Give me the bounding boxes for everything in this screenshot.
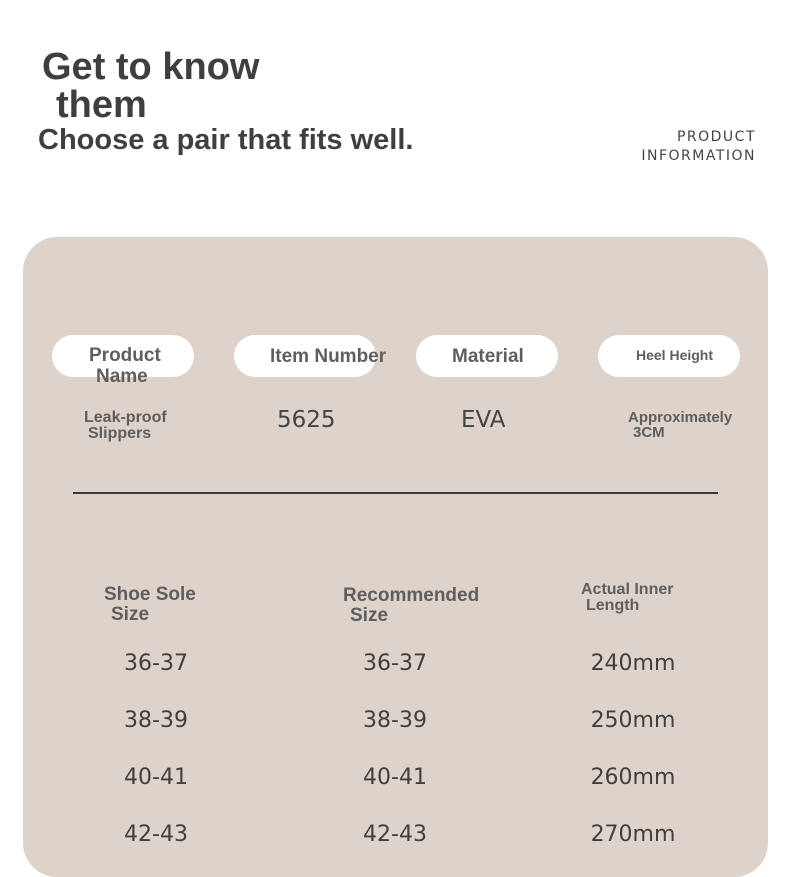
- item-number-value: 5625: [277, 407, 336, 433]
- table-header-actual-inner-length: Actual Inner Length: [581, 581, 674, 614]
- section-divider: [73, 492, 718, 494]
- page-subtitle: Choose a pair that fits well.: [38, 124, 414, 156]
- page-title: [42, 48, 259, 124]
- table-header-shoe-sole-size: Shoe Sole Size: [104, 584, 196, 625]
- caption-line-2: INFORMATION: [641, 148, 756, 164]
- title-line-2: them: [56, 84, 147, 126]
- product-name-value: Leak-proof Slippers: [84, 409, 167, 442]
- material-label: Material: [452, 346, 524, 367]
- table-cell: 36-37: [124, 651, 188, 676]
- table-cell: 38-39: [363, 708, 427, 733]
- table-header-recommended-size: Recommended Size: [343, 585, 480, 626]
- table-cell: 38-39: [124, 708, 188, 733]
- table-cell: 42-43: [363, 822, 427, 847]
- table-cell: 40-41: [124, 765, 188, 790]
- title-line-1: Get to know: [42, 46, 260, 88]
- table-cell: 36-37: [363, 651, 427, 676]
- table-cell: 42-43: [124, 822, 188, 847]
- caption-line-1: PRODUCT: [676, 129, 756, 145]
- item-number-label: Item Number: [270, 346, 387, 367]
- material-value: EVA: [461, 407, 506, 433]
- product-information-caption: [641, 128, 756, 166]
- table-cell: 270mm: [590, 822, 676, 847]
- heel-height-label: Heel Height: [636, 347, 714, 363]
- product-info-card: [23, 237, 768, 877]
- table-cell: 250mm: [590, 708, 676, 733]
- table-cell: 40-41: [363, 765, 427, 790]
- heel-height-value: Approximately 3CM: [628, 409, 733, 441]
- table-cell: 260mm: [590, 765, 676, 790]
- table-cell: 240mm: [590, 651, 676, 676]
- product-name-label: Product Name: [89, 345, 161, 387]
